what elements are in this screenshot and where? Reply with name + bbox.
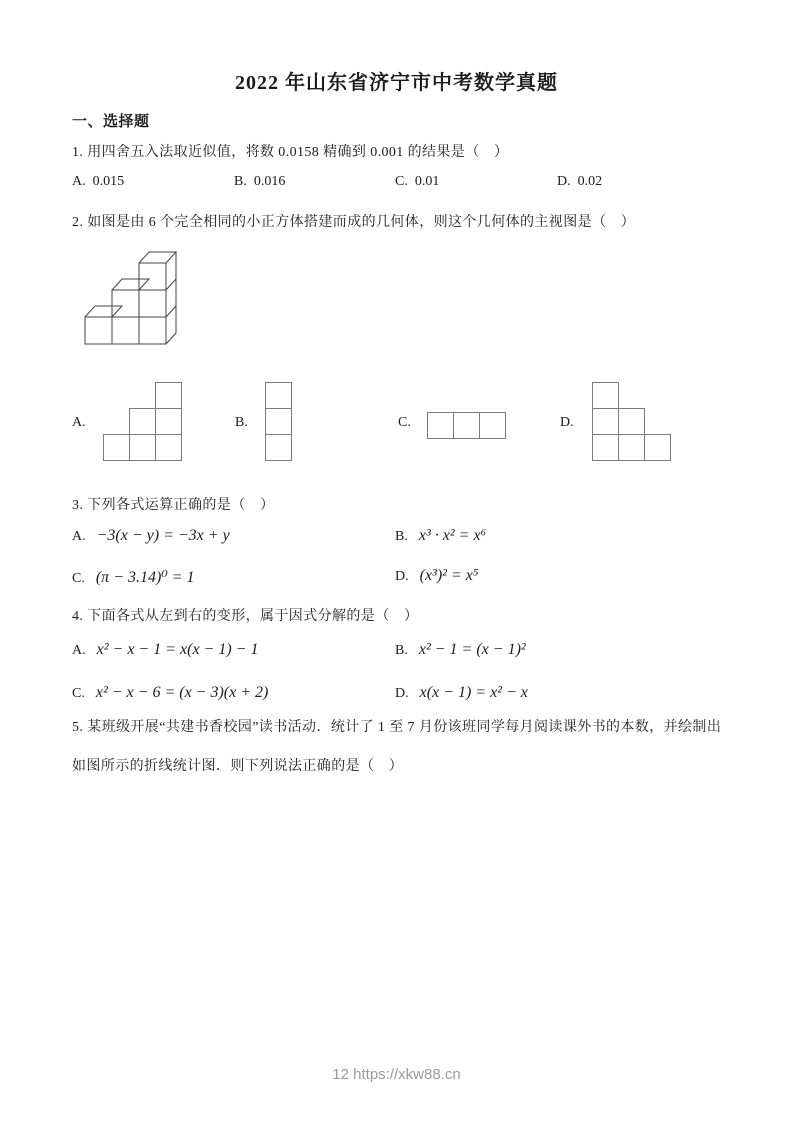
grid-square bbox=[129, 408, 156, 435]
page-title: 2022 年山东省济宁市中考数学真题 bbox=[235, 72, 558, 94]
question-1-text: 1. 用四舍五入法取近似值，将数 0.0158 精确到 0.001 的结果是（ ） bbox=[72, 145, 509, 160]
grid-square bbox=[644, 434, 671, 461]
option-formula: x(x − 1) = x² − x bbox=[419, 684, 528, 701]
q3-option-c bbox=[72, 567, 195, 587]
q4-option-c bbox=[72, 684, 268, 702]
option-label: A. bbox=[72, 643, 86, 658]
q1-option-c bbox=[395, 174, 439, 190]
option-label: D. bbox=[557, 174, 571, 189]
option-formula: x² − 1 = (x − 1)² bbox=[418, 641, 526, 658]
grid-square bbox=[155, 408, 182, 435]
q2-figure-label-c: C. bbox=[398, 415, 411, 430]
page-footer: 12 https://xkw88.cn bbox=[332, 1066, 461, 1083]
q1-option-a bbox=[72, 174, 124, 190]
grid-square bbox=[265, 382, 292, 409]
option-label: A. bbox=[72, 174, 86, 189]
q2-figure-a bbox=[103, 382, 182, 461]
q2-figure-label-a: A. bbox=[72, 415, 86, 430]
q3-option-a bbox=[72, 527, 230, 545]
grid-square bbox=[155, 434, 182, 461]
option-label: C. bbox=[395, 174, 408, 189]
grid-square bbox=[618, 408, 645, 435]
option-value: 0.02 bbox=[577, 174, 603, 189]
question-5-text-line1: 5. 某班级开展“共建书香校园”读书活动．统计了 1 至 7 月份该班同学每月阅读课外书的本数，并绘制出 bbox=[72, 720, 722, 735]
option-formula: (π − 3.14)⁰ = 1 bbox=[95, 569, 195, 586]
q3-option-b bbox=[395, 527, 486, 545]
question-2-text: 2. 如图是由 6 个完全相同的小正方体搭建而成的几何体，则这个几何体的主视图是（ ） bbox=[72, 215, 636, 230]
section-heading: 一、选择题 bbox=[72, 114, 150, 130]
q2-figure-b bbox=[265, 382, 292, 461]
q1-option-d bbox=[557, 174, 602, 190]
option-formula: x² − x − 1 = x(x − 1) − 1 bbox=[96, 641, 259, 658]
q2-figure-d bbox=[592, 382, 671, 461]
cube-staircase-figure bbox=[84, 251, 178, 346]
option-value: 0.016 bbox=[253, 174, 286, 189]
option-label: C. bbox=[72, 571, 85, 586]
option-label: C. bbox=[72, 686, 85, 701]
q2-figure-c bbox=[427, 412, 506, 439]
question-3-text: 3. 下列各式运算正确的是（ ） bbox=[72, 498, 275, 513]
grid-square bbox=[265, 408, 292, 435]
question-4-text: 4. 下面各式从左到右的变形，属于因式分解的是（ ） bbox=[72, 609, 419, 624]
grid-square bbox=[479, 412, 506, 439]
grid-square bbox=[592, 434, 619, 461]
q3-option-d bbox=[395, 567, 478, 585]
grid-square bbox=[427, 412, 454, 439]
grid-square bbox=[129, 434, 156, 461]
grid-square bbox=[592, 382, 619, 409]
question-5-text-line2: 如图所示的折线统计图．则下列说法正确的是（ ） bbox=[72, 759, 404, 774]
grid-square bbox=[155, 382, 182, 409]
q1-option-b bbox=[234, 174, 285, 190]
grid-square bbox=[592, 408, 619, 435]
option-value: 0.01 bbox=[414, 174, 440, 189]
q4-option-a bbox=[72, 641, 258, 659]
option-label: D. bbox=[395, 569, 409, 584]
option-formula: −3(x − y) = −3x + y bbox=[96, 527, 230, 544]
grid-square bbox=[265, 434, 292, 461]
q2-figure-label-d: D. bbox=[560, 415, 574, 430]
option-value: 0.015 bbox=[92, 174, 125, 189]
option-formula: (x³)² = x⁵ bbox=[419, 567, 479, 584]
option-formula: x³ · x² = x⁶ bbox=[418, 527, 487, 544]
option-label: B. bbox=[234, 174, 247, 189]
q2-figure-label-b: B. bbox=[235, 415, 248, 430]
q4-option-d bbox=[395, 684, 528, 702]
option-formula: x² − x − 6 = (x − 3)(x + 2) bbox=[95, 684, 269, 701]
grid-square bbox=[618, 434, 645, 461]
grid-square bbox=[453, 412, 480, 439]
option-label: A. bbox=[72, 529, 86, 544]
option-label: B. bbox=[395, 529, 408, 544]
option-label: B. bbox=[395, 643, 408, 658]
grid-square bbox=[103, 434, 130, 461]
option-label: D. bbox=[395, 686, 409, 701]
q4-option-b bbox=[395, 641, 526, 659]
